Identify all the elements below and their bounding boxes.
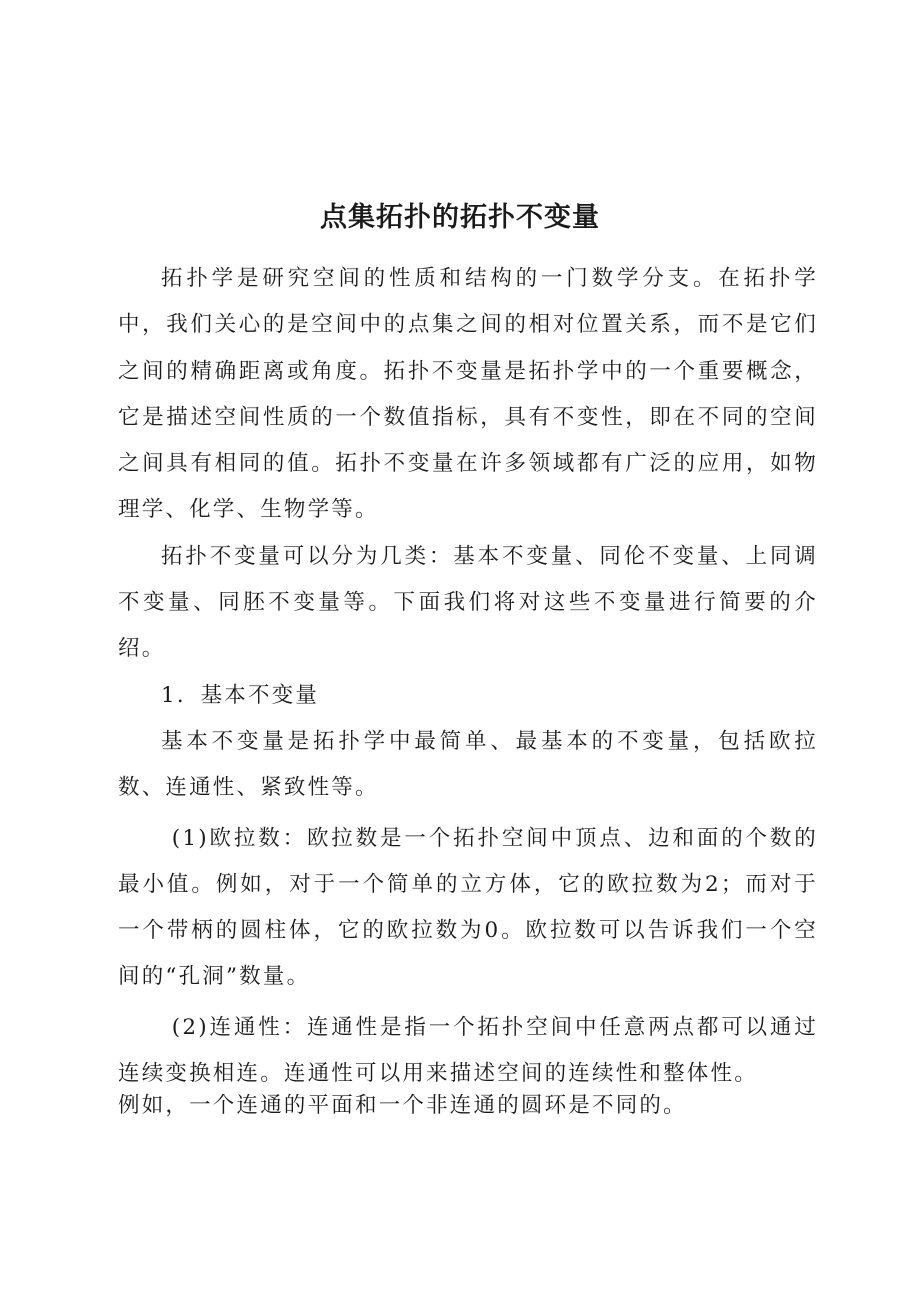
- paragraph-intro: 拓扑学是研究空间的性质和结构的一门数学分支。在拓扑学中，我们关心的是空间中的点集之间的相对位置关系，而不是它们之间的精确距离或角度。拓扑不变量是拓扑学中的一个重要概念，它是描述空间性质的一个数值指标，具有不变性，即在不同的空间之间具有相同的值。拓扑不变量在许多领域都有广泛的应用，如物理学、化学、生物学等。: [118, 266, 818, 523]
- paragraph-basic-invariants: 基本不变量是拓扑学中最简单、最基本的不变量，包括欧拉数、连通性、紧致性等。: [118, 728, 818, 801]
- paragraph-classification: 拓扑不变量可以分为几类：基本不变量、同伦不变量、上同调不变量、同胚不变量等。下面我们将对这些不变量进行简要的介绍。: [118, 543, 818, 662]
- paragraph-euler-number: (1)欧拉数：欧拉数是一个拓扑空间中顶点、边和面的个数的最小值。例如，对于一个简单的立方体，它的欧拉数为2；而对于一个带柄的圆柱体，它的欧拉数为0。欧拉数可以告诉我们一个空间的“孔洞”数量。: [118, 825, 818, 990]
- section-heading-basic-invariants: 1．基本不变量: [161, 682, 320, 708]
- paragraph-connectedness-example: 例如，一个连通的平面和一个非连通的圆环是不同的。: [118, 1093, 687, 1119]
- paragraph-connectedness: (2)连通性：连通性是指一个拓扑空间中任意两点都可以通过连续变换相连。连通性可以用来描述空间的连续性和整体性。: [118, 1014, 818, 1087]
- document-body: [118, 256, 818, 1123]
- document-title: 点集拓扑的拓扑不变量: [320, 202, 600, 233]
